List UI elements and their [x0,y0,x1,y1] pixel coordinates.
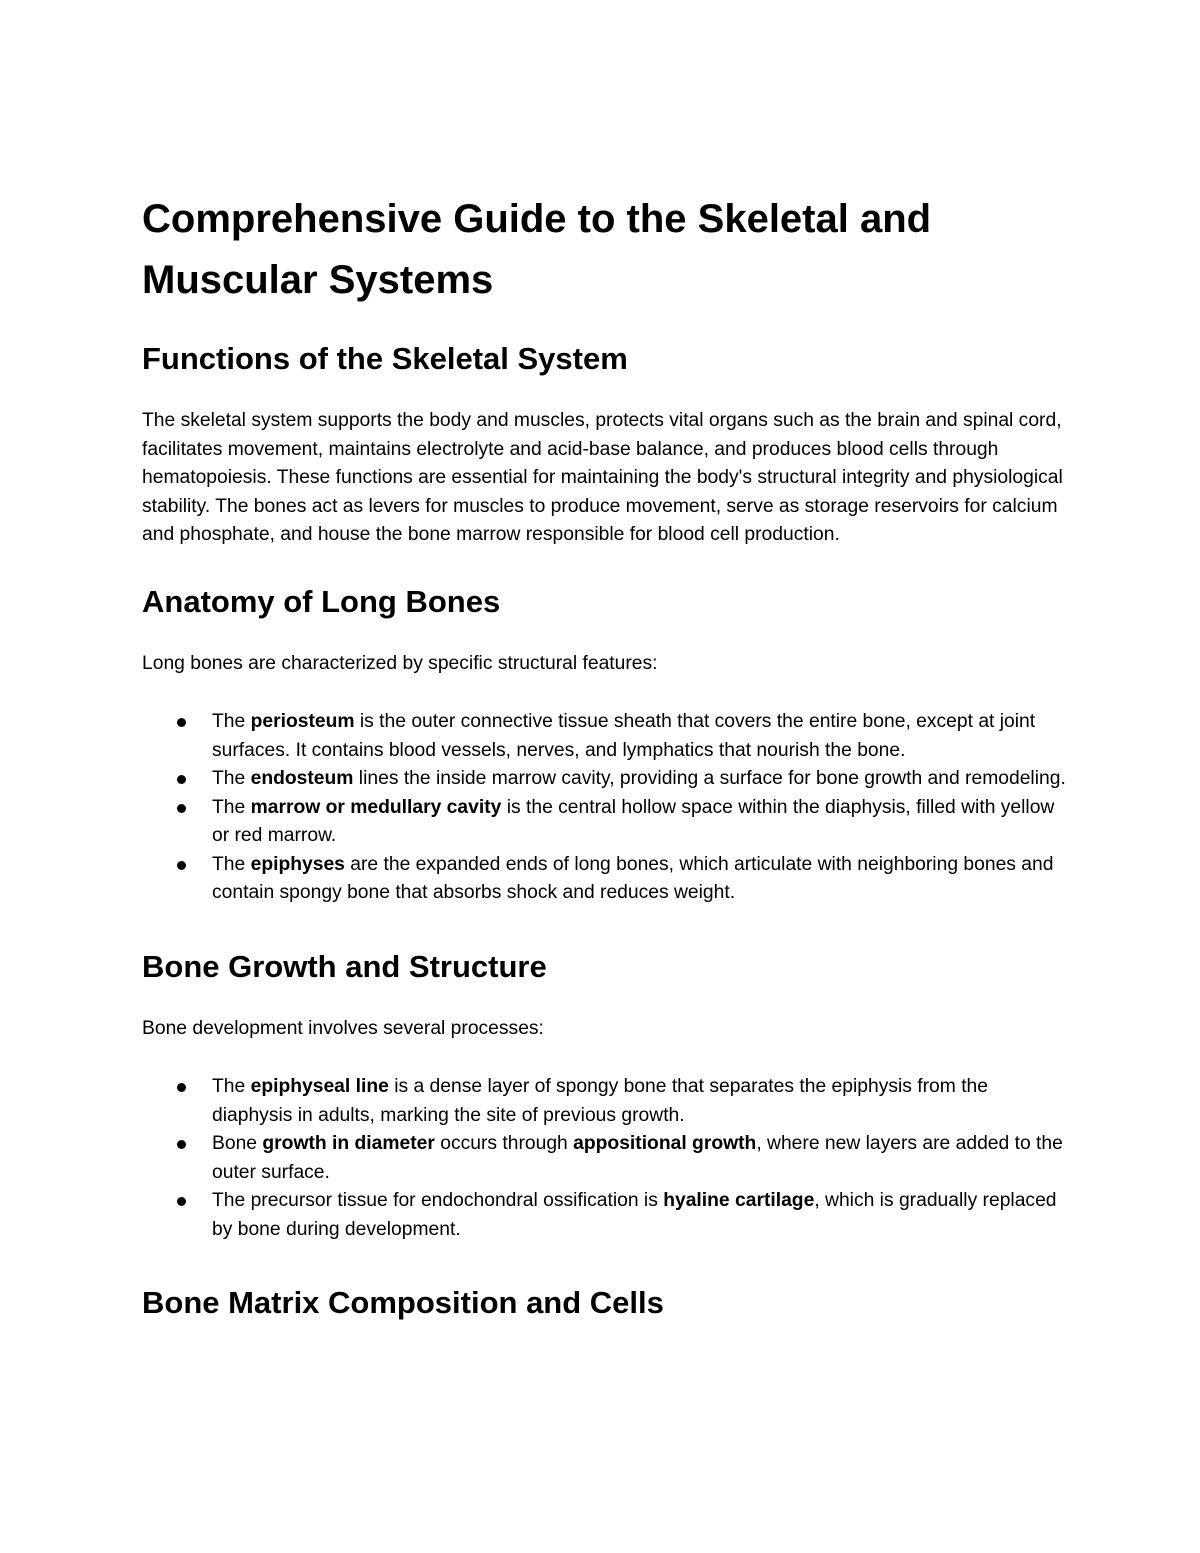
bullet-icon [177,718,186,727]
list-item: The epiphyses are the expanded ends of long bones, which articulate with neighboring bones and contain spongy bone that absorbs shock and reduces weight. [142,851,1067,908]
anatomy-list [142,708,1067,908]
growth-list [142,1073,1067,1244]
section-heading-functions: Functions of the Skeletal System [142,341,628,376]
list-item: The precursor tissue for endochondral ossification is hyaline cartilage, which is gradually replaced by bone during development. [142,1187,1067,1244]
list-item: The periosteum is the outer connective tissue sheath that covers the entire bone, except at joint surfaces. It contains blood vessels, nerves, and lymphatics that nourish the bone. [142,708,1067,765]
functions-paragraph: The skeletal system supports the body and muscles, protects vital organs such as the brain and spinal cord, facilitates movement, maintains electrolyte and acid-base balance, and produces blood cells through hematopoiesis. These functions are essential for maintaining the body's structural integrity and physiological stability. The bones act as levers for muscles to produce movement, serve as storage reservoirs for calcium and phosphate, and house the bone marrow responsible for blood cell production. [142,410,1063,545]
bullet-icon [177,775,186,784]
section-heading-growth: Bone Growth and Structure [142,948,547,984]
bullet-icon [177,861,186,870]
anatomy-intro: Long bones are characterized by specific structural features: [142,652,658,674]
list-item: The epiphyseal line is a dense layer of spongy bone that separates the epiphysis from the diaphysis in adults, marking the site of previous growth. [142,1073,1067,1130]
section-heading-matrix: Bone Matrix Composition and Cells [142,1285,664,1320]
document-title: Comprehensive Guide to the Skeletal and Muscular Systems [142,197,932,302]
bullet-icon [177,1083,186,1092]
growth-intro: Bone development involves several processes: [142,1017,544,1039]
section-heading-anatomy: Anatomy of Long Bones [142,583,501,619]
bullet-icon [177,804,186,813]
bullet-icon [177,1197,186,1206]
list-item: The marrow or medullary cavity is the central hollow space within the diaphysis, filled with yellow or red marrow. [142,794,1067,851]
list-item: Bone growth in diameter occurs through appositional growth, where new layers are added to the outer surface. [142,1130,1067,1187]
document-page [142,189,1067,1351]
list-item: The endosteum lines the inside marrow cavity, providing a surface for bone growth and remodeling. [142,765,1067,794]
bullet-icon [177,1140,186,1149]
